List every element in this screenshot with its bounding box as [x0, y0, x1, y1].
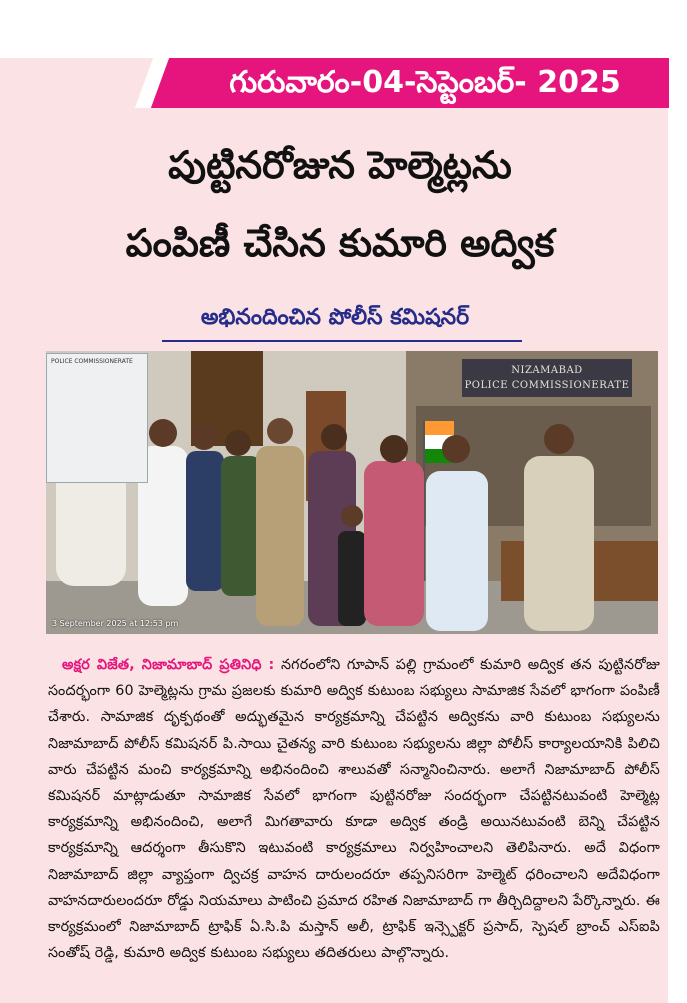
- district-map-board: [46, 353, 148, 483]
- photo-timestamp: 3 September 2025 at 12:53 pm: [52, 619, 179, 628]
- sign-line-2: POLICE COMMISSIONERATE: [464, 380, 630, 391]
- subheadline-underline: [162, 340, 522, 342]
- article-body: [48, 652, 660, 966]
- article-text: నగరంలోని గూపాన్ పల్లి గ్రామంలో కుమారి అద్విక తన పుట్టినరోజు సందర్భంగా 60 హెల్మెట్లను గ్రామ ప్రజలకు కుమారి అద్విక కుటుంబ సభ్యులు సామాజిక సేవలో భాగంగా పంపిణీ చేశారు. సామాజిక దృక్పథంతో అద్భుతమైన కార్యక్రమాన్ని చేపట్టిన అద్వికను వారి కుటుంబ సభ్యులను నిజామాబాద్ పోలీస్ కమిషనర్ పి.సాయి చైతన్య వారి కుటుంబ సభ్యులను జిల్లా పోలీస్ కార్యాలయానికి పిలిచి వారు చేపట్టిన మంచి కార్యక్రమాన్ని అభినందించి శాలువతో సన్మానించినారు. అలాగే నిజామాబాద్ పోలీస్ కమిషనర్ మాట్లాడుతూ సామాజిక సేవలో భాగంగా పుట్టినరోజు సందర్భంగా చేపట్టినటువంటి హెల్మెట్ల కార్యక్రమాన్ని అభినందించి, అలాగే మిగతావారు కూడా అద్విక తండ్రి అయినటువంటి బెన్ని చేపట్టిన కార్యక్రమాన్ని ఆదర్శంగా తీసుకొని ఇటువంటి కార్యక్రమాలు నిర్వహించాలని తెలిపినారు. అదే విధంగా నిజామాబాద్ జిల్లా వ్యాప్తంగా ద్విచక్ర వాహన దారులందరూ తప్పనిసరిగా హెల్మెట్ ధరించాలని అదేవిధంగా వాహనదారులందరూ రోడ్డు నియమాలు పాటించి ప్రమాద రహిత నిజామాబాద్ గా తీర్చిదిద్దాలని పేర్కొన్నారు. ఈ కార్యక్రమంలో నిజామాబాద్ ట్రాఫిక్ ఏ.సి.పి మస్తాన్ అలీ, ట్రాఫిక్ ఇన్స్పెక్టర్ ప్రసాద్, స్పెషల్ బ్రాంచ్ ఎస్ఐపి సంతోష్ రెడ్డి, కుమారి అద్విక కుటుంబ సభ్యులు తదితరులు పాల్గొన్నారు.: [48, 657, 660, 962]
- commissionerate-sign: [462, 359, 632, 397]
- news-photo: [46, 351, 658, 634]
- headline-line-2: పంపిణీ చేసిన కుమారి అద్విక: [125, 221, 555, 265]
- subheadline: అభినందించిన పోలీస్ కమిషనర్: [200, 305, 470, 330]
- map-board-title: POLICE COMMISSIONERATE: [51, 358, 133, 365]
- article-dateline: అక్షర విజేత, నిజామాబాద్ ప్రతినిధి :: [62, 657, 275, 673]
- headline-line-1: పుట్టినరోజున హెల్మెట్లను: [168, 143, 512, 187]
- date-text: గురువారం-04-సెప్టెంబర్- 2025: [229, 65, 621, 100]
- sign-line-1: NIZAMABAD: [511, 365, 583, 376]
